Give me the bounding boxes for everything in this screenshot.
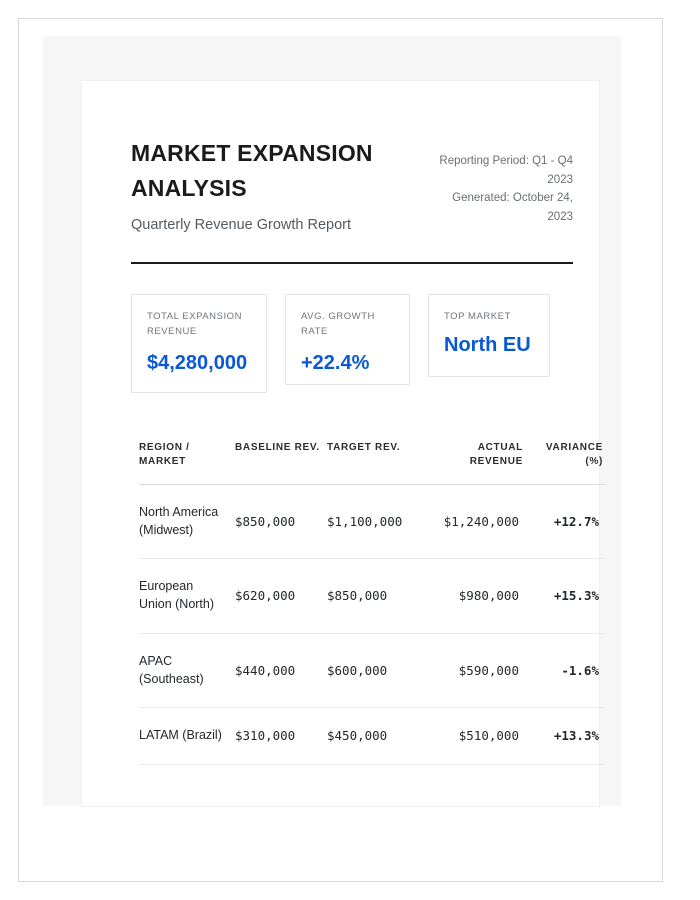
kpi-card-top-market — [428, 294, 550, 377]
cell-actual: $1,240,000 — [423, 484, 525, 559]
kpi-card-total-expansion-revenue — [131, 294, 267, 393]
table-row — [139, 633, 605, 708]
cell-target: $600,000 — [327, 633, 423, 708]
cell-region: North America (Midwest) — [139, 484, 235, 559]
column-header-target: TARGET REV. — [327, 427, 423, 485]
title-block — [131, 136, 401, 235]
table-row — [139, 484, 605, 559]
cell-variance: +15.3% — [525, 559, 605, 634]
column-header-region: REGION / MARKET — [139, 427, 235, 485]
cell-variance: +13.3% — [525, 708, 605, 765]
viewer-left-margin — [19, 36, 43, 806]
cell-region: LATAM (Brazil) — [139, 708, 235, 765]
kpi-value: +22.4% — [301, 352, 370, 375]
document-viewer[interactable] — [18, 18, 663, 882]
cell-baseline: $620,000 — [235, 559, 327, 634]
column-header-variance: VARIANCE (%) — [525, 427, 605, 485]
column-header-actual: ACTUAL REVENUE — [423, 427, 525, 485]
report-table — [139, 427, 605, 765]
report-table-container — [139, 427, 603, 765]
cell-region: European Union (North) — [139, 559, 235, 634]
cell-baseline: $850,000 — [235, 484, 327, 559]
table-row — [139, 708, 605, 765]
cell-baseline: $310,000 — [235, 708, 327, 765]
cell-variance: -1.6% — [525, 633, 605, 708]
kpi-row — [131, 294, 573, 393]
reporting-period: Reporting Period: Q1 - Q4 2023 — [439, 155, 573, 186]
generated-date: Generated: October 24, 2023 — [452, 192, 573, 223]
table-row — [139, 559, 605, 634]
kpi-card-avg-growth-rate — [285, 294, 410, 385]
table-header-row — [139, 427, 605, 485]
column-header-baseline: BASELINE REV. — [235, 427, 327, 485]
header-divider — [131, 262, 573, 264]
cell-variance: +12.7% — [525, 484, 605, 559]
kpi-value: North EU — [444, 334, 531, 357]
cell-region: APAC (Southeast) — [139, 633, 235, 708]
cell-target: $1,100,000 — [327, 484, 423, 559]
document-header — [131, 136, 573, 235]
kpi-value: $4,280,000 — [147, 352, 248, 375]
kpi-label: AVG. GROWTH RATE — [301, 310, 375, 338]
cell-baseline: $440,000 — [235, 633, 327, 708]
cell-actual: $510,000 — [423, 708, 525, 765]
kpi-label: TOP MARKET — [444, 310, 511, 322]
cell-target: $450,000 — [327, 708, 423, 765]
page-subtitle: Quarterly Revenue Growth Report — [131, 216, 352, 233]
cell-target: $850,000 — [327, 559, 423, 634]
cell-actual: $980,000 — [423, 559, 525, 634]
document-meta — [433, 136, 573, 227]
cell-actual: $590,000 — [423, 633, 525, 708]
kpi-label: TOTAL EXPANSION REVENUE — [147, 310, 243, 338]
document-page — [82, 81, 603, 806]
page-title: MARKET EXPANSION ANALYSIS — [131, 140, 373, 201]
